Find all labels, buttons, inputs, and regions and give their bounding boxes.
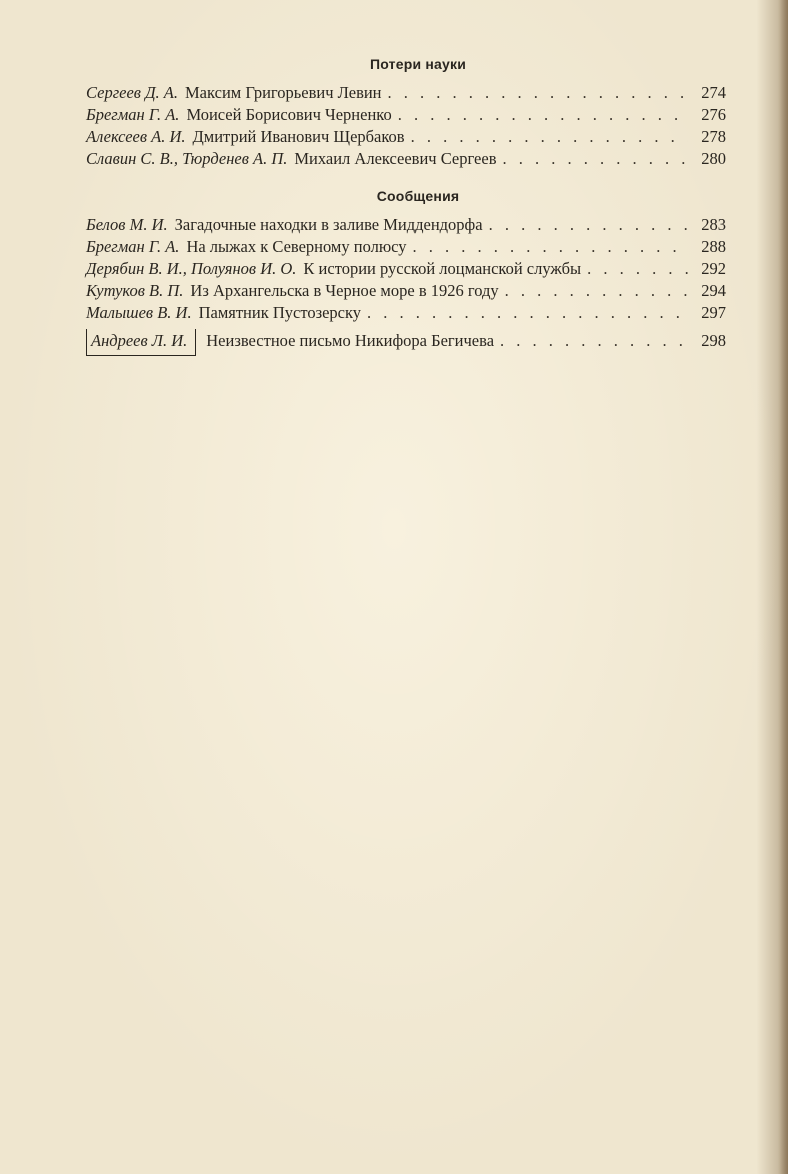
toc-entry[interactable] (86, 236, 726, 258)
toc-entry[interactable] (86, 82, 726, 104)
dot-leader (411, 126, 688, 148)
toc-entry[interactable] (86, 280, 726, 302)
entry-page-number: 283 (701, 215, 726, 234)
entry-author: Славин С. В., Тюрденев А. П. (86, 149, 288, 168)
toc-entry[interactable] (86, 126, 726, 148)
entry-author-framed: Андреев Л. И. (86, 329, 196, 356)
entry-author: Дерябин В. И., Полуянов И. О. (86, 259, 297, 278)
entry-page-number: 280 (701, 149, 726, 168)
entry-page-number: 294 (701, 281, 726, 300)
page-spine-shadow (778, 0, 788, 1174)
dot-leader (388, 82, 688, 104)
dot-leader (500, 326, 688, 356)
entry-title: К истории русской лоцманской службы (303, 259, 582, 278)
entry-title: Михаил Алексеевич Сергеев (294, 149, 497, 168)
section-heading: Сообщения (376, 188, 460, 204)
toc-entry[interactable] (86, 104, 726, 126)
dot-leader (413, 236, 688, 258)
section-reports (86, 188, 726, 356)
entry-title: Моисей Борисович Черненко (186, 105, 392, 124)
entry-author: Алексеев А. И. (86, 127, 186, 146)
dot-leader (398, 104, 688, 126)
entry-title: Загадочные находки в заливе Миддендорфа (174, 215, 483, 234)
entry-page-number: 274 (701, 83, 726, 102)
section-obituaries (86, 56, 726, 170)
entry-page-number: 288 (701, 237, 726, 256)
entry-title: Из Архангельска в Черное море в 1926 году (190, 281, 499, 300)
section-heading: Потери науки (370, 56, 466, 72)
entry-title: Дмитрий Иванович Щербаков (192, 127, 405, 146)
entry-page-number: 292 (701, 259, 726, 278)
toc-entry[interactable] (86, 148, 726, 170)
entry-page-number: 278 (701, 127, 726, 146)
entry-title: Неизвестное письмо Никифора Бегичева (206, 331, 495, 350)
entry-page-number: 276 (701, 105, 726, 124)
toc-entry[interactable] (86, 258, 726, 280)
entry-author: Сергеев Д. А. (86, 83, 179, 102)
entry-page-number: 297 (701, 303, 726, 322)
dot-leader (587, 258, 688, 280)
entry-page-number: 298 (701, 331, 726, 350)
dot-leader (489, 214, 688, 236)
dot-leader (505, 280, 688, 302)
toc-entry[interactable] (86, 326, 726, 356)
toc-entry[interactable] (86, 214, 726, 236)
toc-entry[interactable] (86, 302, 726, 324)
entry-title: На лыжах к Северному полюсу (186, 237, 407, 256)
entry-author: Брегман Г. А. (86, 105, 180, 124)
entry-author: Малышев В. И. (86, 303, 192, 322)
dot-leader (502, 148, 688, 170)
entry-title: Памятник Пустозерску (198, 303, 362, 322)
dot-leader (367, 302, 688, 324)
entry-title: Максим Григорьевич Левин (185, 83, 382, 102)
entry-author: Кутуков В. П. (86, 281, 184, 300)
entry-author: Белов М. И. (86, 215, 168, 234)
entry-author: Брегман Г. А. (86, 237, 180, 256)
